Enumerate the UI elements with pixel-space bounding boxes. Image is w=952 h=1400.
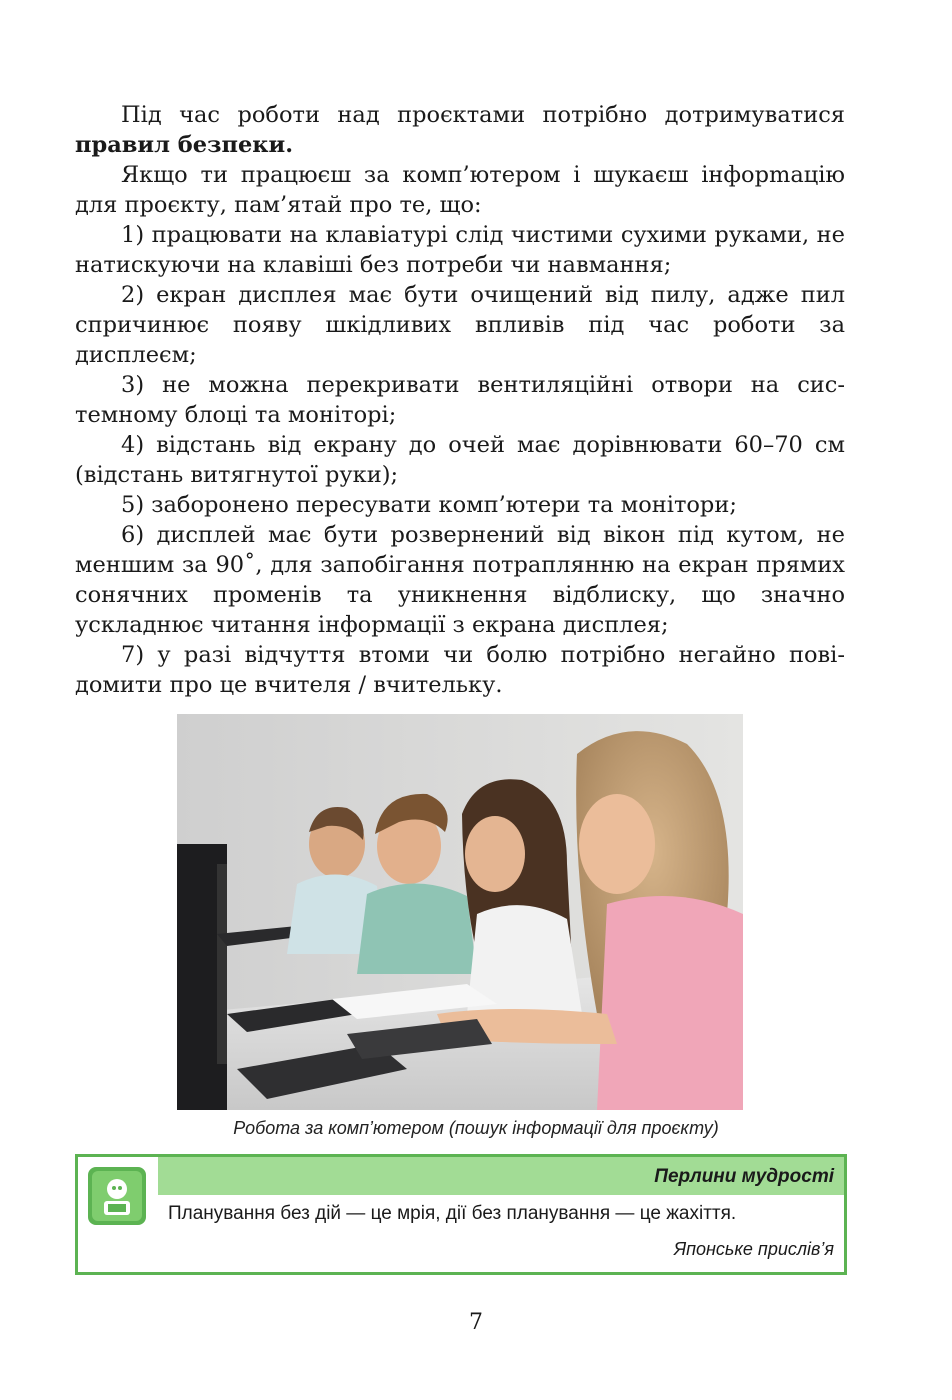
wisdom-quote: Планування без дій — це мрія, дії без планування — це жахіття.	[168, 1203, 737, 1224]
intro-paragraph	[75, 100, 845, 160]
context-paragraph: Якщо ти працюєш за комп’ютером і шукаєш інфорmацію для проєкту, пам’ятай про те, що:	[75, 162, 845, 218]
intro-text: Під час роботи над проєктами потрібно дотримуватися	[121, 102, 845, 128]
wisdom-box	[75, 1154, 847, 1275]
rule-item: 1) працювати на клавіатурі слід чистими сухими руками, не натискуючи на клавіші без потреби чи навмання;	[75, 222, 845, 278]
classroom-photo-illustration	[177, 714, 743, 1110]
rule-item: 7) у разі відчуття втоми чи болю потрібно негайно повідомити про це вчителя / вчительку.	[75, 642, 845, 698]
wisdom-title: Перлини мудрості	[158, 1157, 844, 1195]
classroom-photo	[177, 714, 743, 1110]
page-number: 7	[469, 1310, 483, 1335]
rule-item: 3) не можна перекривати вентиляційні отвори на системному блоці та моніторі;	[75, 372, 845, 428]
photo-caption: Робота за комп’ютером (пошук інформації для проєкту)	[233, 1118, 719, 1138]
main-text	[75, 100, 845, 700]
wisdom-source: Японське прислів’я	[673, 1239, 834, 1259]
wisdom-icon	[88, 1167, 146, 1225]
rule-item: 5) заборонено пересувати комп’ютери та монітори;	[121, 492, 737, 518]
rule-item: 6) дисплей має бути розвернений від вікон під кутом, не меншим за 90˚, для запобігання потраплянню на екран прямих сонячних променів та уникнення відблиску, що значно ускладнює читання інформації з екрана дисплея;	[75, 522, 845, 638]
rule-item: 2) екран дисплея має бути очищений від пилу, адже пил спричинює появу шкідливих впливів під час роботи за дисплеєм;	[75, 282, 845, 368]
intro-bold: правил безпеки.	[75, 132, 294, 158]
rule-item: 4) відстань від екрану до очей має дорівнювати 60–70 см (відстань витягнутої руки);	[75, 432, 845, 488]
